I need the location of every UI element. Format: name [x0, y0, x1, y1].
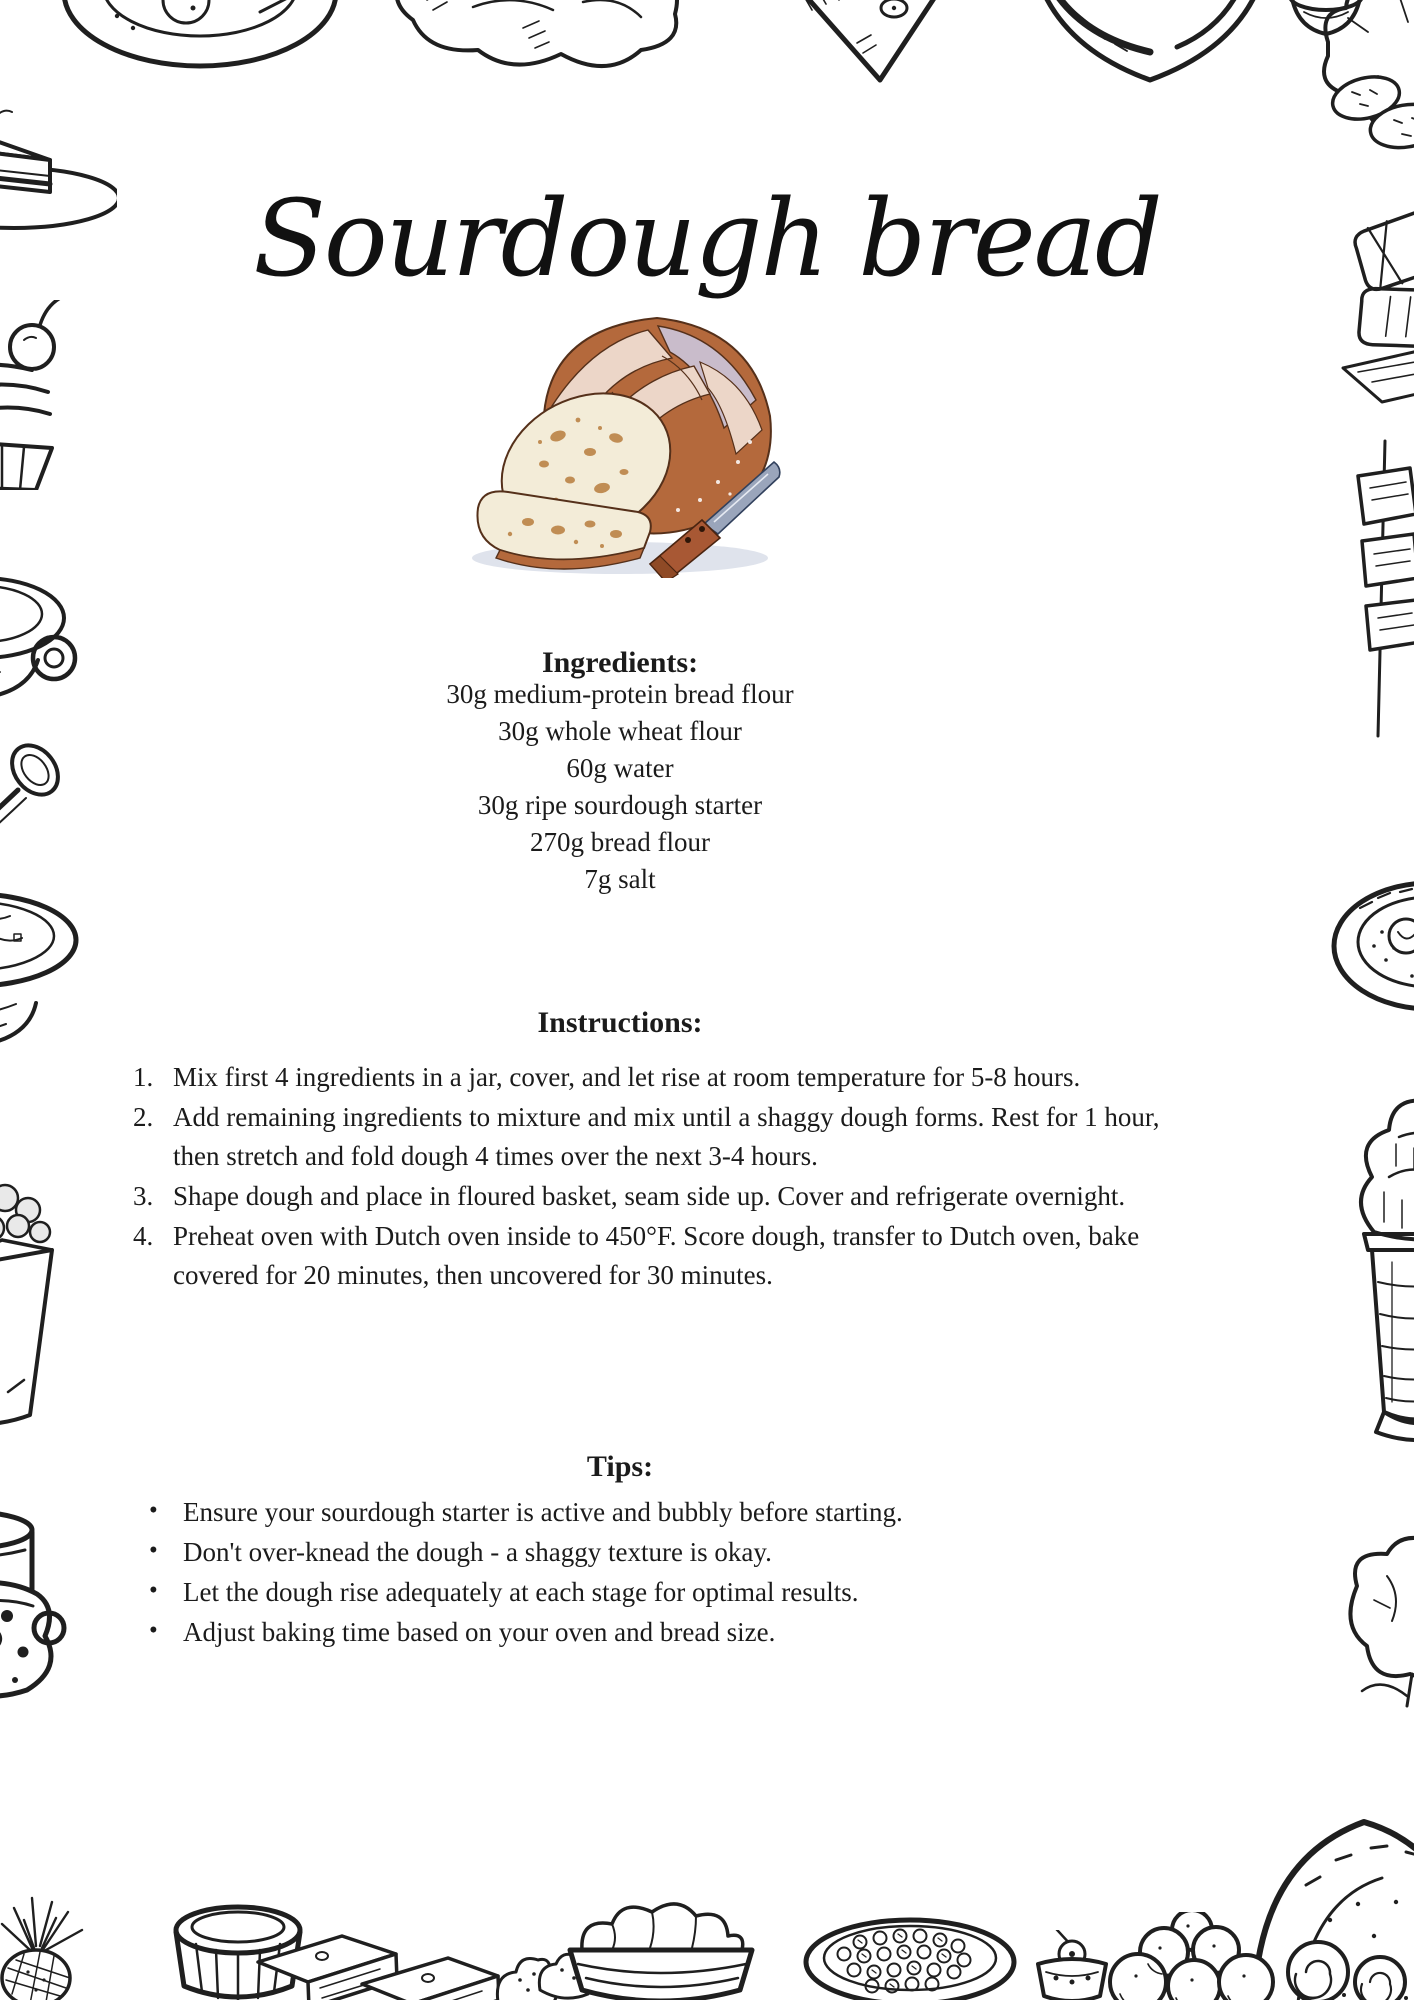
ingredient-item: 30g whole wheat flour — [498, 716, 742, 746]
ice-cream-cup-illustration — [1344, 1082, 1414, 1472]
cake-wedges-illustration — [250, 1926, 505, 2000]
tips-heading: Tips: — [586, 1449, 654, 1483]
plate-of-cookies-icon — [55, 0, 345, 105]
cake-wedges-icon — [250, 1926, 505, 2000]
tips-list — [147, 1492, 1157, 1652]
ingredient-item: 60g water — [566, 753, 674, 783]
paper-wrap-illustration — [0, 1180, 95, 1445]
cupcake-illustration — [0, 300, 100, 490]
ingredient-item: 270g bread flour — [530, 827, 710, 857]
lettuce-illustration — [1308, 0, 1414, 162]
tip-item: • Let the dough rise adequately at each stage for optimal results. — [147, 1572, 1157, 1612]
noodle-soup-bowl-illustration — [0, 878, 106, 1088]
instruction-step: Mix first 4 ingredients in a jar, cover, and let rise at room temperature for 5-8 hours. — [173, 1062, 1081, 1092]
noodle-bowl-top-illustration — [1015, 0, 1285, 92]
decorated-jars-icon — [0, 1498, 105, 1713]
ingredient-item: 30g ripe sourdough starter — [477, 790, 763, 820]
lettuce-icon — [1308, 0, 1414, 162]
instruction-step: Preheat oven with Dutch oven inside to 450°F. Score dough, transfer to Dutch oven, bake covered for 20 minutes, then uncovered for 30 minutes. — [173, 1221, 1140, 1290]
pizza-slice-illustration — [762, 0, 967, 88]
instruction-step: Add remaining ingredients to mixture and mix until a shaggy dough forms. Rest for 1 hour, then stretch and fold dough 4 times over the next 3-4 hours. — [173, 1102, 1160, 1171]
croissant-pile-icon — [383, 0, 698, 87]
congee-plate-icon — [1320, 856, 1414, 1036]
pineapple-icon — [0, 1890, 94, 2000]
ice-cream-cup-icon — [1344, 1082, 1414, 1472]
ramekin-illustration — [168, 1900, 308, 2000]
ingredient-item: 30g medium-protein bread flour — [446, 679, 794, 709]
leafy-vegetable-icon — [1332, 1526, 1414, 1711]
instructions-list — [133, 1058, 1167, 1296]
instruction-step: Shape dough and place in floured basket, seam side up. Cover and refrigerate overnight. — [173, 1181, 1126, 1211]
skewers-illustration — [1330, 436, 1414, 751]
leafy-vegetable-illustration — [1332, 1526, 1414, 1711]
small-bowl-icon — [1286, 0, 1366, 42]
croissant-pile-illustration — [383, 0, 698, 87]
small-bowl-illustration — [1286, 0, 1366, 42]
sourdough-bread-illustration — [452, 296, 792, 578]
ingredients-list — [0, 676, 1240, 898]
round-loaf-illustration — [1246, 1790, 1414, 2000]
pineapple-illustration — [0, 1890, 94, 2000]
cupcake-icon — [0, 300, 100, 490]
noodle-soup-bowl-icon — [0, 878, 106, 1088]
bowl-of-beans-icon — [800, 1912, 1020, 2000]
ramekin-icon — [168, 1900, 308, 2000]
bun-pile-illustration — [1100, 1912, 1290, 2000]
plate-of-cookies-illustration — [55, 0, 345, 105]
pizza-slice-icon — [762, 0, 967, 88]
small-buns-illustration — [490, 1946, 595, 2000]
ingredients-heading: Ingredients: — [541, 645, 699, 679]
noodle-bowl-icon — [1015, 0, 1285, 92]
olive-cup-illustration — [1026, 1930, 1118, 2000]
skewers-icon — [1330, 436, 1414, 751]
page-title: Sourdough bread — [253, 177, 1161, 301]
sourdough-bread-icon — [452, 296, 792, 578]
ingredient-item: 7g salt — [584, 864, 656, 894]
tip-item: • Adjust baking time based on your oven and bread size. — [147, 1612, 1157, 1652]
paper-wrap-icon — [0, 1180, 95, 1445]
small-buns-icon — [490, 1946, 595, 2000]
olive-cup-icon — [1026, 1930, 1118, 2000]
tip-item: • Ensure your sourdough starter is active and bubbly before starting. — [147, 1492, 1157, 1532]
tip-item: • Don't over-knead the dough - a shaggy texture is okay. — [147, 1532, 1157, 1572]
bread-basket-illustration — [560, 1902, 765, 2000]
decorated-jars-illustration — [0, 1498, 105, 1713]
bread-basket-icon — [560, 1902, 765, 2000]
round-loaf-icon — [1246, 1790, 1414, 2000]
bowl-of-beans-illustration — [800, 1912, 1020, 2000]
instructions-heading: Instructions: — [537, 1005, 703, 1039]
congee-plate-illustration — [1320, 856, 1414, 1036]
bun-pile-icon — [1100, 1912, 1290, 2000]
